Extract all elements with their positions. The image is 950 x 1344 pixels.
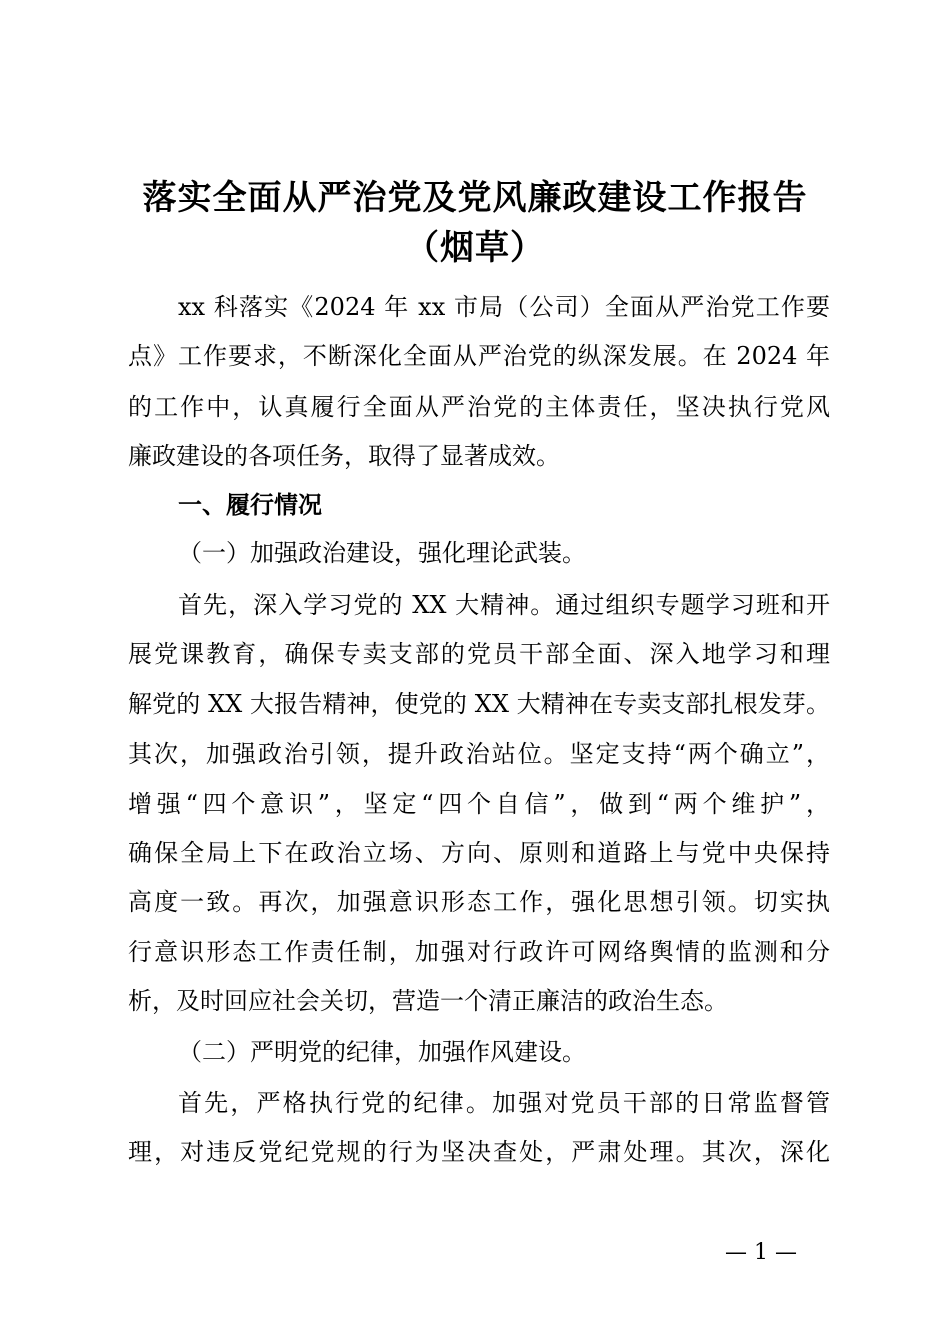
paragraph-1-line-9: 析，及时回应社会关切，营造一个清正廉洁的政治生态。: [128, 987, 728, 1015]
paragraph-1-line-6: 确保全局上下在政治立场、方向、原则和道路上与党中央保持: [128, 839, 830, 867]
paragraph-intro-line-3: 的工作中，认真履行全面从严治党的主体责任，坚决执行党风: [128, 393, 830, 421]
paragraph-1-line-8: 行意识形态工作责任制，加强对行政许可网络舆情的监测和分: [128, 938, 830, 966]
paragraph-1-line-1: 首先，深入学习党的 XX 大精神。通过组织专题学习班和开: [178, 591, 830, 619]
paragraph-2-line-1: 首先，严格执行党的纪律。加强对党员干部的日常监督管: [178, 1089, 830, 1117]
section-heading-1: 一、履行情况: [178, 491, 322, 519]
paragraph-intro-line-1: xx 科落实《2024 年 xx 市局（公司）全面从严治党工作要: [178, 293, 830, 321]
paragraph-intro-line-2: 点》工作要求，不断深化全面从严治党的纵深发展。在 2024 年: [128, 342, 830, 370]
subsection-heading-1: （一）加强政治建设，强化理论武装。: [178, 539, 586, 567]
document-title: 落实全面从严治党及党风廉政建设工作报告: [142, 178, 808, 218]
paragraph-1-line-4: 其次，加强政治引领，提升政治站位。坚定支持“两个确立”，: [128, 740, 830, 768]
page-number: — 1 —: [725, 1240, 797, 1265]
paragraph-1-line-2: 展党课教育，确保专卖支部的党员干部全面、深入地学习和理: [128, 640, 830, 668]
document-subtitle: （烟草）: [405, 228, 545, 268]
paragraph-intro-line-4: 廉政建设的各项任务，取得了显著成效。: [128, 442, 560, 470]
paragraph-2-line-2: 理，对违反党纪党规的行为坚决查处，严肃处理。其次，深化: [128, 1138, 830, 1166]
paragraph-1-line-5: 增强“四个意识”，坚定“四个自信”，做到“两个维护”，: [128, 790, 830, 818]
subsection-heading-2: （二）严明党的纪律，加强作风建设。: [178, 1038, 586, 1066]
paragraph-1-line-3: 解党的 XX 大报告精神，使党的 XX 大精神在专卖支部扎根发芽。: [128, 690, 830, 718]
paragraph-1-line-7: 高度一致。再次，加强意识形态工作，强化思想引领。切实执: [128, 888, 830, 916]
